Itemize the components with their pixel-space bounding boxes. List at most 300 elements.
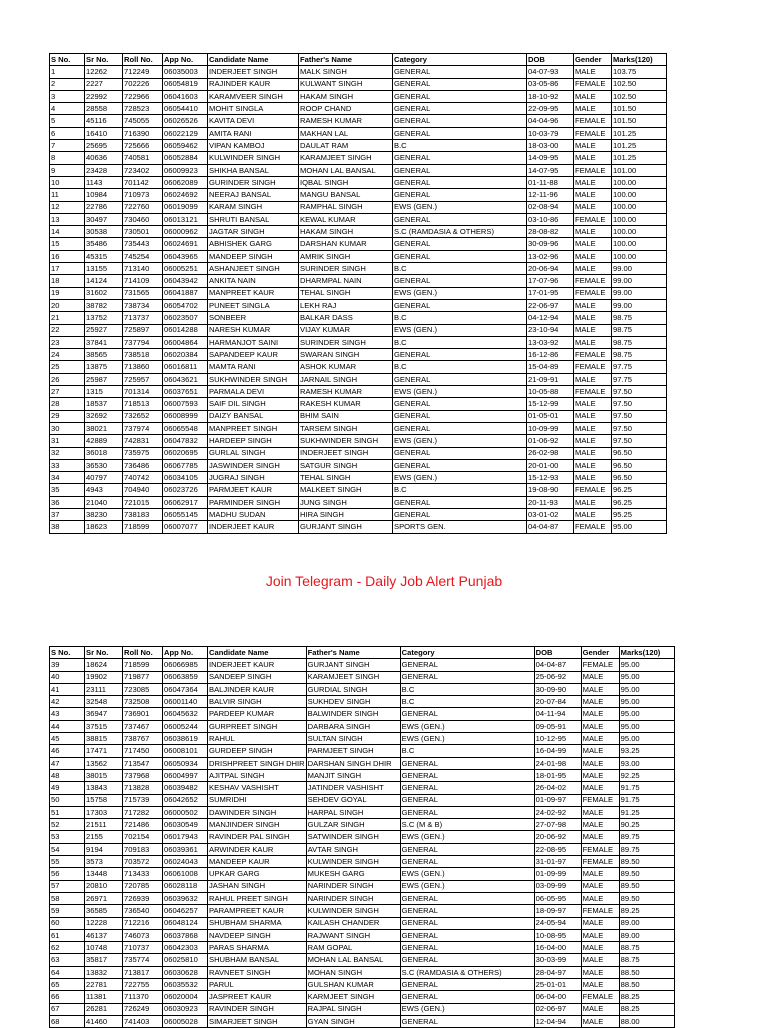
- cell-fathers-name: KULWANT SINGH: [299, 78, 393, 90]
- table-row: [50, 733, 675, 745]
- cell-gender: MALE: [574, 250, 612, 262]
- cell-marks: 97.50: [612, 422, 667, 434]
- cell-category: B.C: [393, 361, 527, 373]
- cell-candidate-name: NEERAJ BANSAL: [208, 189, 299, 201]
- cell-fathers-name: KEWAL KUMAR: [299, 213, 393, 225]
- cell-category: GENERAL: [393, 275, 527, 287]
- cell-app-no: 06061008: [163, 868, 208, 880]
- cell-app-no: 06066985: [163, 659, 208, 671]
- cell-candidate-name: RAVINDER SINGH: [208, 1003, 307, 1015]
- cell-category: GENERAL: [400, 843, 534, 855]
- cell-marks: 102.50: [612, 78, 667, 90]
- table-row: [50, 659, 675, 671]
- cell-category: B.C: [393, 263, 527, 275]
- cell-roll-no: 738518: [123, 349, 163, 361]
- cell-s-no: 4: [50, 103, 85, 115]
- cell-marks: 97.50: [612, 398, 667, 410]
- cell-sr-no: 36585: [85, 905, 123, 917]
- cell-sr-no: 1315: [85, 386, 123, 398]
- cell-app-no: 06005244: [163, 720, 208, 732]
- cell-category: EWS (GEN.): [393, 324, 527, 336]
- cell-gender: FEMALE: [574, 484, 612, 496]
- cell-category: GENERAL: [400, 782, 534, 794]
- cell-gender: MALE: [581, 892, 619, 904]
- cell-sr-no: 32692: [85, 410, 123, 422]
- cell-category: B.C: [393, 312, 527, 324]
- cell-candidate-name: RAHUL: [208, 733, 307, 745]
- cell-app-no: 06039482: [163, 782, 208, 794]
- cell-gender: MALE: [581, 1003, 619, 1015]
- cell-gender: MALE: [574, 90, 612, 102]
- cell-sr-no: 35817: [85, 954, 123, 966]
- cell-category: GENERAL: [393, 90, 527, 102]
- cell-dob: 06-04-00: [534, 991, 581, 1003]
- cell-category: GENERAL: [400, 806, 534, 818]
- table-row: [50, 127, 667, 139]
- column-header-dob: DOB: [534, 647, 581, 659]
- cell-sr-no: 13448: [85, 868, 123, 880]
- cell-s-no: 21: [50, 312, 85, 324]
- cell-s-no: 30: [50, 422, 85, 434]
- cell-app-no: 06047364: [163, 683, 208, 695]
- table-row: [50, 1015, 675, 1027]
- cell-category: GENERAL: [400, 671, 534, 683]
- cell-candidate-name: MANJINDER SINGH: [208, 819, 307, 831]
- cell-category: B.C: [400, 745, 534, 757]
- cell-candidate-name: UPKAR GARG: [208, 868, 307, 880]
- cell-sr-no: 23428: [85, 164, 123, 176]
- cell-gender: MALE: [581, 954, 619, 966]
- cell-dob: 25-06-92: [534, 671, 581, 683]
- cell-app-no: 06043965: [163, 250, 208, 262]
- cell-dob: 15-12-99: [527, 398, 574, 410]
- cell-roll-no: 712216: [123, 917, 163, 929]
- cell-app-no: 06013121: [163, 213, 208, 225]
- cell-candidate-name: PARAMPREET KAUR: [208, 905, 307, 917]
- cell-sr-no: 26281: [85, 1003, 123, 1015]
- table-row: [50, 745, 675, 757]
- cell-category: GENERAL: [400, 954, 534, 966]
- cell-marks: 97.50: [612, 410, 667, 422]
- cell-sr-no: 25987: [85, 373, 123, 385]
- cell-gender: MALE: [574, 459, 612, 471]
- cell-gender: MALE: [581, 733, 619, 745]
- cell-app-no: 06042652: [163, 794, 208, 806]
- table-row: [50, 422, 667, 434]
- cell-sr-no: 28558: [85, 103, 123, 115]
- cell-fathers-name: JATINDER VASHISHT: [306, 782, 400, 794]
- cell-gender: MALE: [574, 263, 612, 275]
- cell-app-no: 06062917: [163, 496, 208, 508]
- cell-s-no: 41: [50, 683, 85, 695]
- cell-marks: 89.50: [619, 856, 674, 868]
- cell-s-no: 67: [50, 1003, 85, 1015]
- cell-gender: MALE: [574, 103, 612, 115]
- cell-roll-no: 718599: [123, 659, 163, 671]
- cell-gender: MALE: [581, 966, 619, 978]
- cell-fathers-name: INDERJEET SINGH: [299, 447, 393, 459]
- cell-marks: 90.25: [619, 819, 674, 831]
- cell-app-no: 06014288: [163, 324, 208, 336]
- cell-candidate-name: ANKITA NAIN: [208, 275, 299, 287]
- cell-s-no: 9: [50, 164, 85, 176]
- cell-s-no: 47: [50, 757, 85, 769]
- cell-dob: 16-04-99: [534, 745, 581, 757]
- cell-roll-no: 732652: [123, 410, 163, 422]
- cell-dob: 30-03-99: [534, 954, 581, 966]
- cell-app-no: 06050934: [163, 757, 208, 769]
- cell-dob: 20-06-94: [527, 263, 574, 275]
- cell-sr-no: 45116: [85, 115, 123, 127]
- table-row: [50, 103, 667, 115]
- cell-app-no: 06048124: [163, 917, 208, 929]
- cell-app-no: 06020384: [163, 349, 208, 361]
- cell-candidate-name: NAVDEEP SINGH: [208, 929, 307, 941]
- cell-candidate-name: AMITA RANI: [208, 127, 299, 139]
- cell-marks: 97.50: [612, 435, 667, 447]
- cell-sr-no: 2227: [85, 78, 123, 90]
- cell-gender: MALE: [581, 806, 619, 818]
- cell-gender: MALE: [581, 782, 619, 794]
- cell-s-no: 44: [50, 720, 85, 732]
- cell-s-no: 38: [50, 521, 85, 533]
- cell-app-no: 06059462: [163, 140, 208, 152]
- table-row: [50, 66, 667, 78]
- cell-candidate-name: SHUBHAM SHARMA: [208, 917, 307, 929]
- cell-marks: 89.50: [619, 892, 674, 904]
- results-table-1: [49, 53, 667, 534]
- cell-roll-no: 701142: [123, 176, 163, 188]
- cell-app-no: 06067785: [163, 459, 208, 471]
- telegram-banner[interactable]: Join Telegram - Daily Job Alert Punjab: [265, 573, 503, 589]
- cell-marks: 100.00: [612, 213, 667, 225]
- cell-candidate-name: GURPREET SINGH: [208, 720, 307, 732]
- cell-gender: MALE: [574, 176, 612, 188]
- cell-fathers-name: MANGU BANSAL: [299, 189, 393, 201]
- cell-candidate-name: KARAM SINGH: [208, 201, 299, 213]
- cell-candidate-name: PARAS SHARMA: [208, 942, 307, 954]
- cell-roll-no: 728523: [123, 103, 163, 115]
- cell-s-no: 34: [50, 472, 85, 484]
- cell-sr-no: 13875: [85, 361, 123, 373]
- cell-candidate-name: VIPAN KAMBOJ: [208, 140, 299, 152]
- cell-candidate-name: MANPREET SINGH: [208, 422, 299, 434]
- column-header-marks: Marks(120): [619, 647, 674, 659]
- cell-marks: 96.25: [612, 496, 667, 508]
- cell-dob: 01-09-97: [534, 794, 581, 806]
- cell-gender: MALE: [574, 373, 612, 385]
- cell-category: SPORTS GEN.: [393, 521, 527, 533]
- cell-fathers-name: MOHAN LAL BANSAL: [299, 164, 393, 176]
- cell-candidate-name: SANDEEP SINGH: [208, 671, 307, 683]
- cell-sr-no: 19902: [85, 671, 123, 683]
- cell-candidate-name: HARDEEP SINGH: [208, 435, 299, 447]
- table-row: [50, 238, 667, 250]
- cell-roll-no: 725666: [123, 140, 163, 152]
- cell-category: GENERAL: [393, 78, 527, 90]
- cell-fathers-name: MAKHAN LAL: [299, 127, 393, 139]
- cell-app-no: 06024691: [163, 238, 208, 250]
- table-row: [50, 324, 667, 336]
- cell-app-no: 06005028: [163, 1015, 208, 1027]
- cell-fathers-name: HIRA SINGH: [299, 508, 393, 520]
- cell-roll-no: 709183: [123, 843, 163, 855]
- table-row: [50, 213, 667, 225]
- cell-dob: 17-07-96: [527, 275, 574, 287]
- cell-app-no: 06023726: [163, 484, 208, 496]
- cell-sr-no: 18623: [85, 521, 123, 533]
- cell-marks: 88.25: [619, 991, 674, 1003]
- cell-dob: 30-09-90: [534, 683, 581, 695]
- table-row: [50, 349, 667, 361]
- cell-dob: 30-09-96: [527, 238, 574, 250]
- table-row: [50, 373, 667, 385]
- table-row: [50, 521, 667, 533]
- cell-fathers-name: HAKAM SINGH: [299, 226, 393, 238]
- cell-roll-no: 704940: [123, 484, 163, 496]
- cell-s-no: 27: [50, 386, 85, 398]
- cell-roll-no: 740742: [123, 472, 163, 484]
- cell-roll-no: 713737: [123, 312, 163, 324]
- cell-sr-no: 16410: [85, 127, 123, 139]
- cell-category: GENERAL: [393, 349, 527, 361]
- cell-candidate-name: KARAMVEER SINGH: [208, 90, 299, 102]
- cell-sr-no: 45315: [85, 250, 123, 262]
- cell-roll-no: 718513: [123, 398, 163, 410]
- cell-s-no: 54: [50, 843, 85, 855]
- cell-sr-no: 14124: [85, 275, 123, 287]
- cell-fathers-name: RAJWANT SINGH: [306, 929, 400, 941]
- cell-fathers-name: TARSEM SINGH: [299, 422, 393, 434]
- cell-s-no: 65: [50, 979, 85, 991]
- cell-fathers-name: SUKHDEV SINGH: [306, 696, 400, 708]
- cell-s-no: 22: [50, 324, 85, 336]
- table-row: [50, 843, 675, 855]
- table-row: [50, 782, 675, 794]
- cell-marks: 100.00: [612, 250, 667, 262]
- cell-gender: FEMALE: [574, 275, 612, 287]
- cell-marks: 99.00: [612, 287, 667, 299]
- cell-category: GENERAL: [393, 508, 527, 520]
- cell-sr-no: 2155: [85, 831, 123, 843]
- cell-category: B.C: [400, 683, 534, 695]
- cell-roll-no: 723085: [123, 683, 163, 695]
- cell-sr-no: 12228: [85, 917, 123, 929]
- cell-roll-no: 731565: [123, 287, 163, 299]
- cell-dob: 04-04-87: [534, 659, 581, 671]
- cell-roll-no: 722755: [123, 979, 163, 991]
- cell-roll-no: 737974: [123, 422, 163, 434]
- cell-gender: MALE: [574, 435, 612, 447]
- cell-candidate-name: NARESH KUMAR: [208, 324, 299, 336]
- cell-gender: FEMALE: [574, 127, 612, 139]
- cell-category: GENERAL: [393, 410, 527, 422]
- cell-fathers-name: GYAN SINGH: [306, 1015, 400, 1027]
- cell-candidate-name: SUKHWINDER SINGH: [208, 373, 299, 385]
- cell-fathers-name: GULSHAN KUMAR: [306, 979, 400, 991]
- cell-app-no: 06035003: [163, 66, 208, 78]
- cell-roll-no: 721486: [123, 819, 163, 831]
- cell-dob: 10-08-95: [534, 929, 581, 941]
- cell-sr-no: 37515: [85, 720, 123, 732]
- cell-dob: 02-08-94: [527, 201, 574, 213]
- cell-sr-no: 18624: [85, 659, 123, 671]
- cell-category: GENERAL: [400, 1015, 534, 1027]
- cell-category: S.C (RAMDASIA & OTHERS): [400, 966, 534, 978]
- cell-category: GENERAL: [393, 127, 527, 139]
- cell-candidate-name: PUNEET SINGLA: [208, 299, 299, 311]
- cell-roll-no: 746073: [123, 929, 163, 941]
- table-row: [50, 361, 667, 373]
- cell-sr-no: 17303: [85, 806, 123, 818]
- cell-sr-no: 38021: [85, 422, 123, 434]
- cell-candidate-name: KULWINDER SINGH: [208, 152, 299, 164]
- cell-marks: 95.00: [619, 683, 674, 695]
- cell-roll-no: 713817: [123, 966, 163, 978]
- cell-sr-no: 31602: [85, 287, 123, 299]
- cell-sr-no: 37841: [85, 336, 123, 348]
- cell-category: GENERAL: [400, 991, 534, 1003]
- table-row: [50, 201, 667, 213]
- cell-s-no: 12: [50, 201, 85, 213]
- table-row: [50, 226, 667, 238]
- cell-marks: 100.00: [612, 238, 667, 250]
- cell-fathers-name: SUKHWINDER SINGH: [299, 435, 393, 447]
- column-header-candidate-name: Candidate Name: [208, 54, 299, 66]
- cell-dob: 17-01-95: [527, 287, 574, 299]
- column-header-gender: Gender: [574, 54, 612, 66]
- cell-candidate-name: INDERJEET KAUR: [208, 659, 307, 671]
- table-row: [50, 484, 667, 496]
- cell-fathers-name: KARAMJEET SINGH: [299, 152, 393, 164]
- cell-app-no: 06046257: [163, 905, 208, 917]
- cell-sr-no: 21511: [85, 819, 123, 831]
- cell-gender: FEMALE: [574, 361, 612, 373]
- cell-marks: 95.00: [619, 733, 674, 745]
- cell-sr-no: 32548: [85, 696, 123, 708]
- cell-category: GENERAL: [400, 917, 534, 929]
- cell-app-no: 06054819: [163, 78, 208, 90]
- cell-candidate-name: SONBEER: [208, 312, 299, 324]
- cell-dob: 19-08-90: [527, 484, 574, 496]
- cell-marks: 88.75: [619, 954, 674, 966]
- cell-app-no: 06020695: [163, 447, 208, 459]
- cell-marks: 96.50: [612, 472, 667, 484]
- cell-category: EWS (GEN.): [393, 386, 527, 398]
- cell-app-no: 06007077: [163, 521, 208, 533]
- cell-fathers-name: MALKEET SINGH: [299, 484, 393, 496]
- cell-marks: 95.00: [619, 720, 674, 732]
- table-body: [50, 66, 667, 533]
- cell-dob: 03-09-99: [534, 880, 581, 892]
- cell-s-no: 23: [50, 336, 85, 348]
- cell-category: GENERAL: [393, 176, 527, 188]
- cell-candidate-name: SHRUTI BANSAL: [208, 213, 299, 225]
- cell-gender: MALE: [574, 201, 612, 213]
- cell-app-no: 06023507: [163, 312, 208, 324]
- cell-gender: FEMALE: [574, 78, 612, 90]
- table-row: [50, 78, 667, 90]
- cell-fathers-name: GURDIAL SINGH: [306, 683, 400, 695]
- cell-app-no: 06062089: [163, 176, 208, 188]
- cell-fathers-name: RAM GOPAL: [306, 942, 400, 954]
- cell-s-no: 19: [50, 287, 85, 299]
- cell-dob: 02-06-97: [534, 1003, 581, 1015]
- column-header-category: Category: [393, 54, 527, 66]
- cell-s-no: 28: [50, 398, 85, 410]
- cell-marks: 89.50: [619, 868, 674, 880]
- cell-s-no: 48: [50, 769, 85, 781]
- cell-fathers-name: GULZAR SINGH: [306, 819, 400, 831]
- cell-app-no: 06034105: [163, 472, 208, 484]
- cell-fathers-name: KARMJEET SINGH: [306, 991, 400, 1003]
- cell-gender: MALE: [581, 868, 619, 880]
- cell-category: S.C (RAMDASIA & OTHERS): [393, 226, 527, 238]
- cell-gender: FEMALE: [581, 991, 619, 1003]
- cell-roll-no: 717282: [123, 806, 163, 818]
- cell-candidate-name: MOHIT SINGLA: [208, 103, 299, 115]
- cell-candidate-name: INDERJEET KAUR: [208, 521, 299, 533]
- cell-app-no: 06024043: [163, 856, 208, 868]
- cell-app-no: 06043621: [163, 373, 208, 385]
- cell-marks: 99.00: [612, 299, 667, 311]
- cell-category: GENERAL: [400, 659, 534, 671]
- cell-candidate-name: SHUBHAM BANSAL: [208, 954, 307, 966]
- cell-gender: FEMALE: [581, 659, 619, 671]
- cell-fathers-name: SATGUR SINGH: [299, 459, 393, 471]
- cell-dob: 22-09-95: [527, 103, 574, 115]
- cell-category: GENERAL: [393, 152, 527, 164]
- cell-s-no: 10: [50, 176, 85, 188]
- cell-roll-no: 725897: [123, 324, 163, 336]
- cell-category: GENERAL: [400, 942, 534, 954]
- cell-app-no: 06007593: [163, 398, 208, 410]
- cell-dob: 01-06-92: [527, 435, 574, 447]
- column-header-dob: DOB: [527, 54, 574, 66]
- cell-category: EWS (GEN.): [400, 1003, 534, 1015]
- table-row: [50, 312, 667, 324]
- cell-gender: FEMALE: [574, 386, 612, 398]
- cell-category: B.C: [393, 484, 527, 496]
- cell-marks: 93.25: [619, 745, 674, 757]
- cell-gender: MALE: [574, 152, 612, 164]
- table-row: [50, 386, 667, 398]
- cell-app-no: 06039361: [163, 843, 208, 855]
- cell-fathers-name: RAJPAL SINGH: [306, 1003, 400, 1015]
- cell-gender: FEMALE: [581, 843, 619, 855]
- column-header-s-no: S No.: [50, 54, 85, 66]
- cell-dob: 14-07-95: [527, 164, 574, 176]
- cell-sr-no: 36947: [85, 708, 123, 720]
- cell-roll-no: 710737: [123, 942, 163, 954]
- cell-roll-no: 730501: [123, 226, 163, 238]
- cell-dob: 24-01-98: [534, 757, 581, 769]
- cell-candidate-name: RAHUL PREET SINGH: [208, 892, 307, 904]
- cell-gender: FEMALE: [581, 794, 619, 806]
- cell-sr-no: 9194: [85, 843, 123, 855]
- cell-gender: FEMALE: [574, 521, 612, 533]
- cell-dob: 15-04-89: [527, 361, 574, 373]
- cell-candidate-name: RAVINDER PAL SINGH: [208, 831, 307, 843]
- cell-dob: 01-05-01: [527, 410, 574, 422]
- cell-gender: MALE: [581, 696, 619, 708]
- cell-roll-no: 742831: [123, 435, 163, 447]
- cell-fathers-name: SEHDEV GOYAL: [306, 794, 400, 806]
- table-row: [50, 856, 675, 868]
- cell-candidate-name: INDERJEET SINGH: [208, 66, 299, 78]
- cell-app-no: 06009923: [163, 164, 208, 176]
- cell-sr-no: 13832: [85, 966, 123, 978]
